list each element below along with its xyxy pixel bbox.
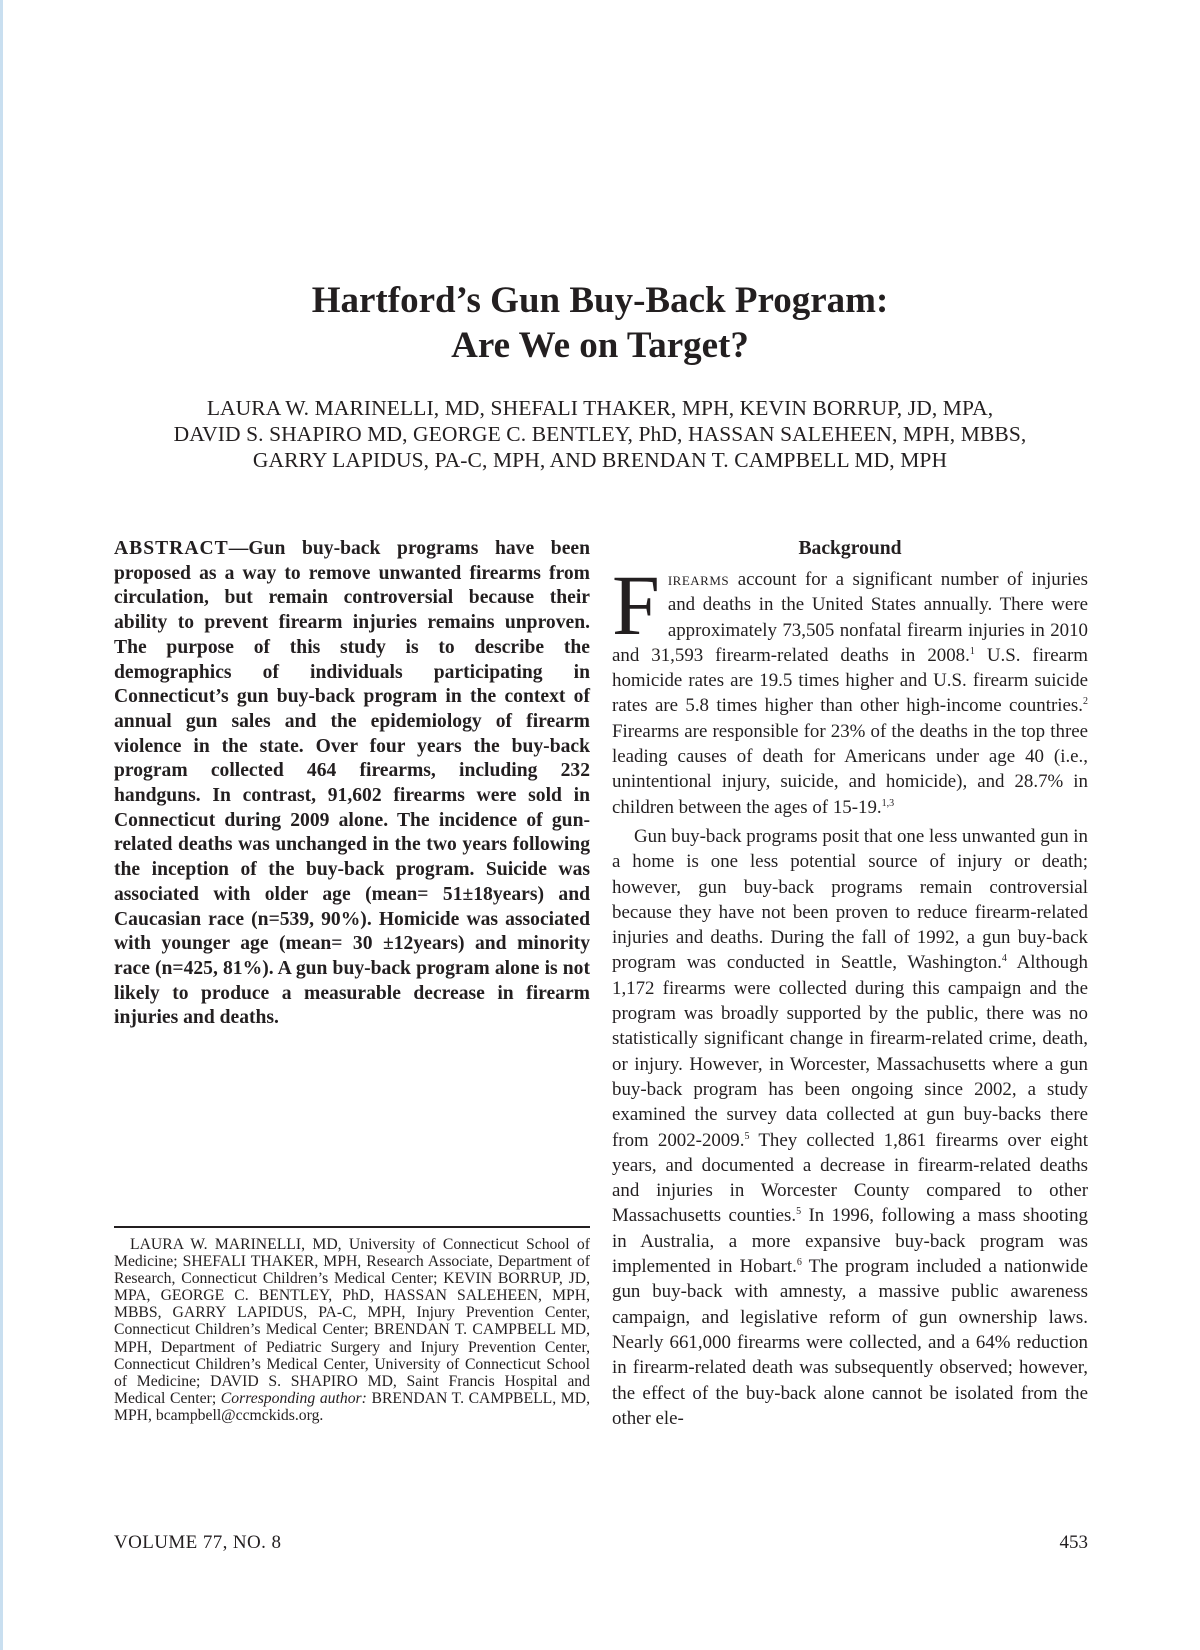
paragraph-text: In 1996, following a mass shooting in Australia, a more expansive buy-back program was implemented in Hobart. (612, 1205, 1088, 1278)
citation-ref: 1,3 (881, 797, 895, 809)
title-line-2: Are We on Target? (451, 325, 749, 366)
paragraph-text: They collected 1,861 firearms over eight years, and documented a decrease in firearm-related deaths and injuries in Worcester County compared to other Massachusetts counties. (612, 1129, 1088, 1227)
page-number: 453 (1059, 1532, 1088, 1553)
citation-ref: 5 (796, 1206, 802, 1218)
corresponding-author-label: Corresponding author: (220, 1389, 367, 1407)
article-title (0, 278, 1200, 368)
author-affiliations-footnote (114, 1236, 590, 1424)
paragraph-text: Firearms are responsible for 23% of the deaths in the top three leading causes of death for Americans under age 40 (i.e., unintentional injury, suicide, and homicide), and 28.7% in children between the ages of 15-19. (612, 720, 1088, 818)
background-paragraph-1 (612, 557, 1088, 820)
citation-ref: 2 (1083, 696, 1088, 708)
lead-word: irearms (667, 569, 730, 590)
author-list (0, 395, 1200, 473)
authors-line-2: DAVID S. SHAPIRO MD, GEORGE C. BENTLEY, PhD, HASSAN SALEHEEN, MPH, MBBS, (173, 422, 1027, 446)
abstract-dash: — (228, 538, 249, 559)
drop-cap: F (612, 557, 660, 653)
paragraph-text: The program included a nationwide gun buy-back with amnesty, a massive public awareness campaign, and legislative reform of gun ownership laws. Nearly 661,000 firearms were collected, and a 64% reduction in firearm-related death was subsequently observed; however, the effect of the buy-back alone cannot be isolated from the other ele- (612, 1256, 1088, 1429)
citation-ref: 4 (1001, 953, 1007, 965)
affiliations-text: LAURA W. MARINELLI, MD, University of Connecticut School of Medicine; SHEFALI THAKER, MPH, Research Associate, Department of Research, Connecticut Children’s Medical Center; KEVIN BORRUP, JD, MPA, GEORGE C. BENTLEY, PhD, HASSAN SALEHEEN, MPH, MBBS, GARRY LAPIDUS, PA-C, MPH, Injury Prevention Center, Connecticut Children’s Medical Center; BRENDAN T. CAMPBELL MD, MPH, Department of Pediatric Surgery and Injury Prevention Center, Connecticut Children’s Medical Center, University of Connecticut School of Medicine; DAVID S. SHAPIRO MD, Saint Francis Hospital and Medical Center; (114, 1236, 590, 1407)
footnote-divider (114, 1226, 590, 1228)
citation-ref: 5 (744, 1130, 750, 1142)
background-paragraph-2 (612, 824, 1088, 1431)
background-section (612, 537, 1088, 1431)
paragraph-text: Gun buy-back programs posit that one less unwanted gun in a home is one less potential source of injury or death; however, gun buy-back programs remain controversial because they have not been proven to reduce firearm-related injuries and deaths. During the fall of 1992, a gun buy-back program was conducted in Seattle, Washington. (612, 825, 1088, 974)
title-line-1: Hartford’s Gun Buy-Back Program: (311, 280, 889, 321)
corresponding-author-text: BRENDAN T. CAMPBELL, MD, MPH, bcampbell@ccmckids.org. (114, 1389, 590, 1424)
citation-ref: 1 (969, 645, 975, 657)
journal-volume: VOLUME 77, NO. 8 (114, 1532, 282, 1553)
section-heading-background: Background (798, 538, 902, 559)
page-edge (0, 0, 3, 1650)
abstract-text: Gun buy-back programs have been proposed as a way to remove unwanted firearms from circulation, but remain controversial because their ability to prevent firearm injuries remains unproven. The purpose of this study is to describe the demographics of individuals participating in Connecticut’s gun buy-back program in the context of annual gun sales and the epidemiology of firearm violence in the state. Over four years the buy-back program collected 464 firearms, including 232 handguns. In contrast, 91,602 firearms were sold in Connecticut during 2009 alone. The incidence of gun-related deaths was unchanged in the two years following the inception of the buy-back program. Suicide was associated with older age (mean= 51±18years) and Caucasian race (n=539, 90%). Homicide was associated with younger age (mean= 30 ±12years) and minority race (n=425, 81%). A gun buy-back program alone is not likely to produce a measurable decrease in firearm injuries and deaths. (114, 538, 590, 1029)
authors-line-1: LAURA W. MARINELLI, MD, SHEFALI THAKER, MPH, KEVIN BORRUP, JD, MPA, (206, 396, 994, 420)
citation-ref: 6 (796, 1257, 802, 1269)
paragraph-text: U.S. firearm homicide rates are 19.5 times higher and U.S. firearm suicide rates are 5.8 times higher than other high-income countries. (612, 644, 1088, 717)
paragraph-text: Although 1,172 firearms were collected during this campaign and the program was broadly supported by the public, there was no statistically significant change in firearm-related crime, death, or injury. However, in Worcester, Massachusetts where a gun buy-back program has been ongoing since 2002, a study examined the survey data collected at gun buy-backs there from 2002-2009. (612, 952, 1088, 1151)
abstract (114, 537, 590, 1031)
authors-line-3: GARRY LAPIDUS, PA-C, MPH, AND BRENDAN T. CAMPBELL MD, MPH (252, 448, 948, 472)
paragraph-text: account for a significant number of injuries and deaths in the United States annually. There were approximately 73,505 nonfatal firearm injuries in 2010 and 31,593 firearm-related deaths in 2008. (612, 569, 1088, 666)
abstract-label: ABSTRACT (114, 538, 229, 559)
